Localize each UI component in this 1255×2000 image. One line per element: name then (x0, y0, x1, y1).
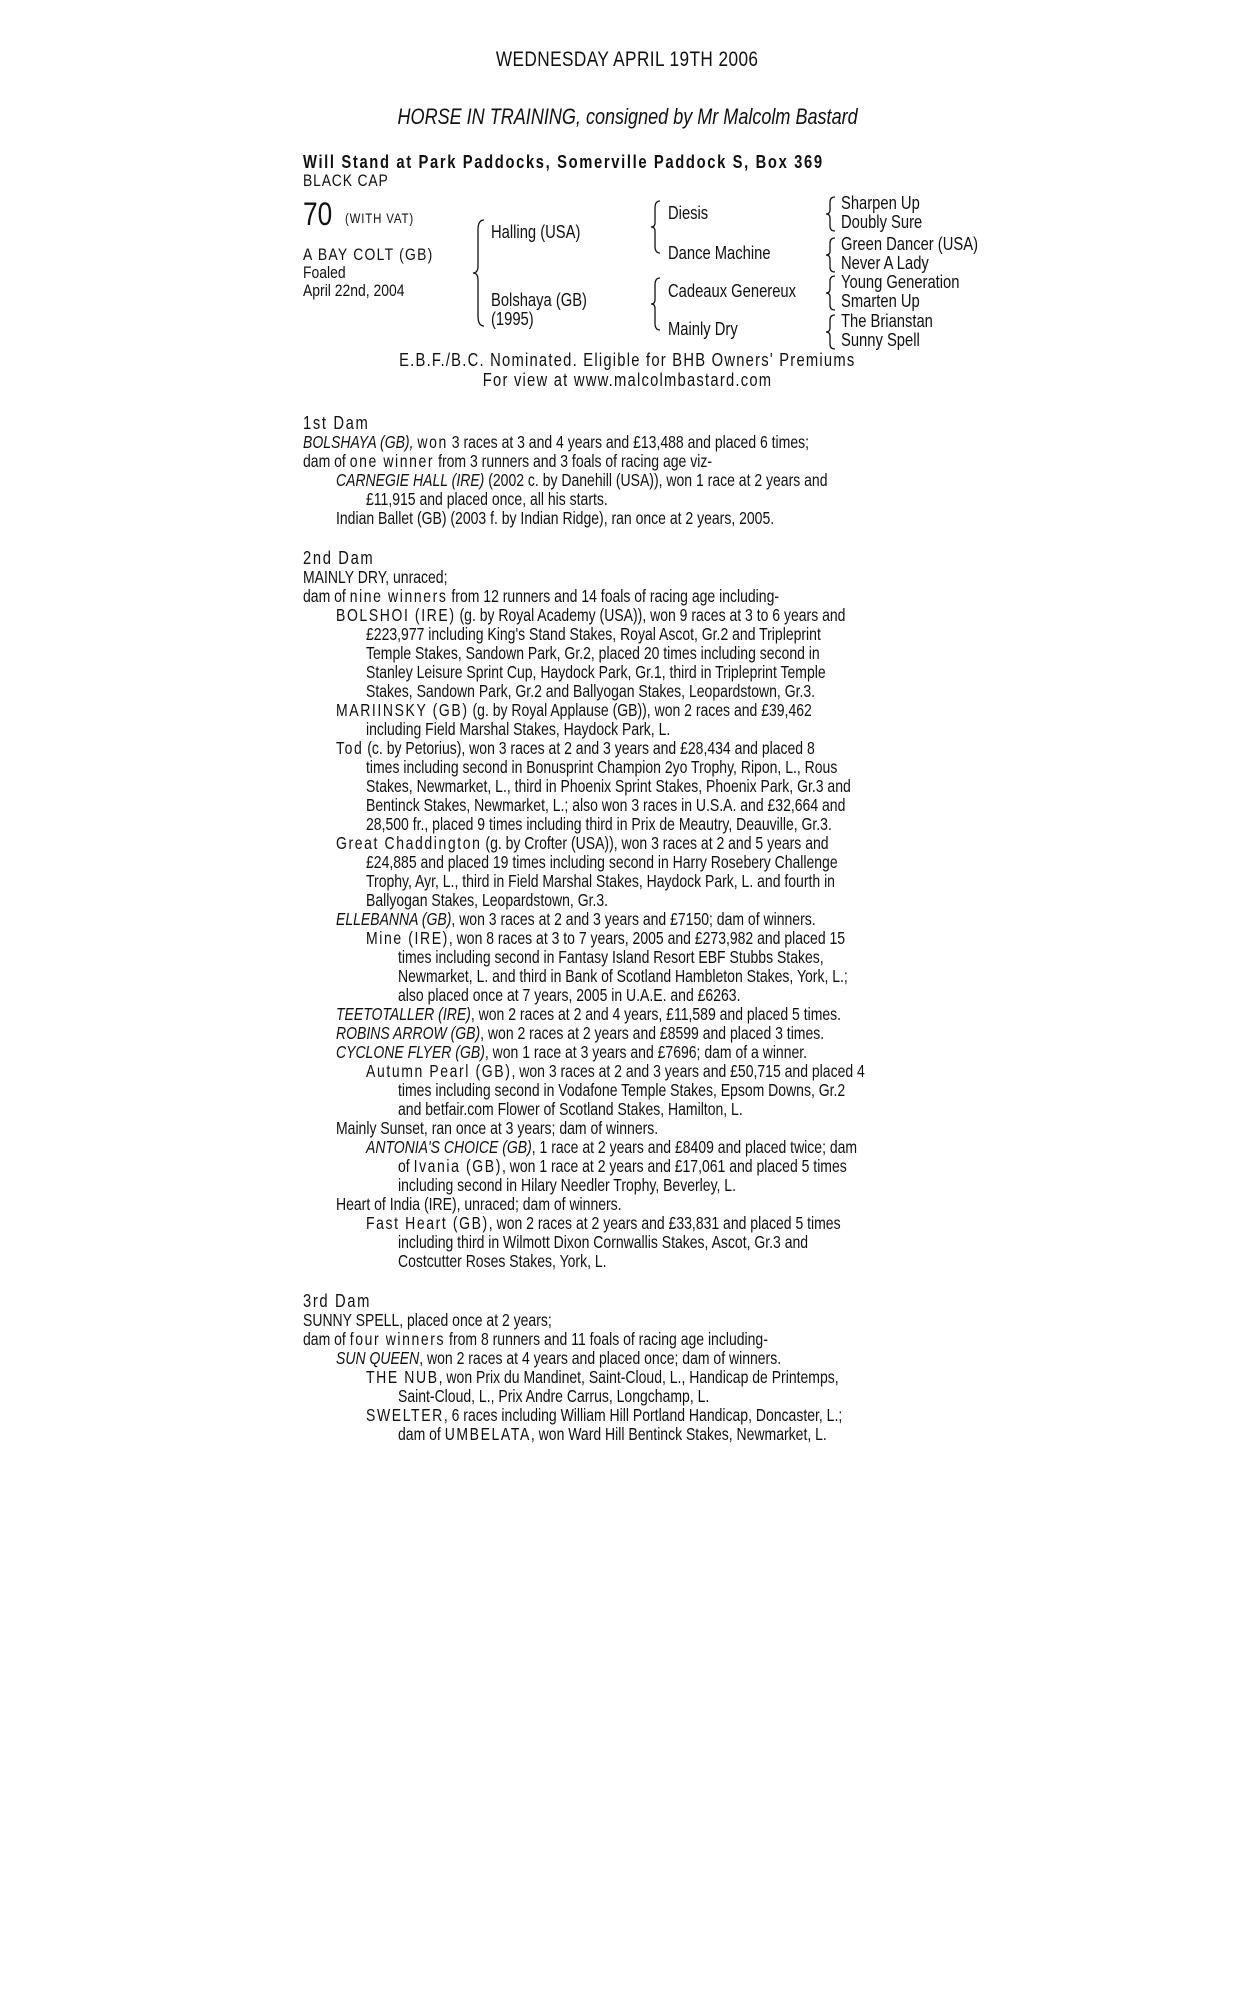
second-dam-line: MAINLY DRY, unraced; (303, 567, 448, 587)
second-dam-line: Mainly Sunset, ran once at 3 years; dam of winners. (336, 1118, 659, 1138)
pedigree-dsd: Smarten Up (841, 291, 920, 311)
second-dam-line: Autumn Pearl (GB), won 3 races at 2 and 3 years and £50,715 and placed 4 (366, 1061, 865, 1081)
foaled-label: Foaled (303, 263, 346, 282)
second-dam-heading: 2nd Dam (303, 548, 375, 568)
second-dam-line: Tod (c. by Petorius), won 3 races at 2 and 3 years and £28,434 and placed 8 (336, 738, 815, 758)
third-dam-heading: 3rd Dam (303, 1291, 372, 1311)
third-dam-line: dam of UMBELATA, won Ward Hill Bentinck Stakes, Newmarket, L. (398, 1424, 827, 1444)
second-dam-line: Fast Heart (GB), won 2 races at 2 years and £33,831 and placed 5 times (366, 1213, 841, 1233)
second-dam-line: Costcutter Roses Stakes, York, L. (398, 1251, 607, 1271)
second-dam-line: Stanley Leisure Sprint Cup, Haydock Park, Gr.1, third in Tripleprint Temple (366, 662, 826, 682)
first-dam-line: £11,915 and placed once, all his starts. (366, 489, 608, 509)
third-dam-line: Saint-Cloud, L., Prix Andre Carrus, Longchamp, L. (398, 1386, 710, 1406)
pedigree-sds: Green Dancer (USA) (841, 234, 978, 254)
second-dam-line: times including second in Fantasy Island Resort EBF Stubbs Stakes, (398, 947, 824, 967)
pedigree-brace-ds (825, 274, 837, 312)
second-dam-line: ELLEBANNA (GB), won 3 races at 2 and 3 years and £7150; dam of winners. (336, 909, 816, 929)
pedigree-dam-year: (1995) (491, 309, 534, 329)
first-dam-line: BOLSHAYA (GB), won 3 races at 3 and 4 years and £13,488 and placed 6 times; (303, 432, 810, 452)
third-dam-line: SUN QUEEN, won 2 races at 4 years and placed once; dam of winners. (336, 1348, 782, 1368)
pedigree-brace-sd (825, 236, 837, 274)
second-dam-line: times including second in Bonusprint Champion 2yo Trophy, Ripon, L., Rous (366, 757, 838, 777)
second-dam-line: Stakes, Sandown Park, Gr.2 and Ballyogan Stakes, Leopardstown, Gr.3. (366, 681, 816, 701)
second-dam-line: BOLSHOI (IRE) (g. by Royal Academy (USA)), won 9 races at 3 to 6 years and (336, 605, 846, 625)
pedigree-dds: The Brianstan (841, 311, 933, 331)
second-dam-line: 28,500 fr., placed 9 times including third in Prix de Meautry, Deauville, Gr.3. (366, 814, 832, 834)
sale-date: WEDNESDAY APRIL 19TH 2006 (496, 48, 759, 71)
horse-name: BLACK CAP (303, 171, 389, 190)
first-dam-heading: 1st Dam (303, 413, 370, 433)
pedigree-sire-sire: Diesis (668, 203, 709, 223)
pedigree-brace-main (472, 218, 486, 328)
second-dam-line: Ballyogan Stakes, Leopardstown, Gr.3. (366, 890, 609, 910)
second-dam-line: Great Chaddington (g. by Crofter (USA)), won 3 races at 2 and 5 years and (336, 833, 829, 853)
second-dam-line: Newmarket, L. and third in Bank of Scotland Hambleton Stakes, York, L.; (398, 966, 848, 986)
pedigree-dam-sire: Cadeaux Genereux (668, 281, 797, 301)
second-dam-line: Trophy, Ayr, L., third in Field Marshal Stakes, Haydock Park, L. and fourth in (366, 871, 835, 891)
second-dam-line: and betfair.com Flower of Scotland Stakes, Hamilton, L. (398, 1099, 743, 1119)
foaled-date: April 22nd, 2004 (303, 281, 405, 300)
pedigree-ddd: Sunny Spell (841, 330, 920, 350)
pedigree-brace-dd (825, 313, 837, 351)
second-dam-line: Temple Stakes, Sandown Park, Gr.2, placed 20 times including second in (366, 643, 820, 663)
nomination-info: E.B.F./B.C. Nominated. Eligible for BHB Owners' Premiums (399, 350, 856, 370)
pedigree-sss: Sharpen Up (841, 193, 920, 213)
second-dam-line: £223,977 including King's Stand Stakes, Royal Ascot, Gr.2 and Tripleprint (366, 624, 821, 644)
pedigree-sire: Halling (USA) (491, 222, 581, 242)
stand-location: Will Stand at Park Paddocks, Somerville Paddock S, Box 369 (303, 152, 824, 172)
third-dam-line: dam of four winners from 8 runners and 11 foals of racing age including- (303, 1329, 768, 1349)
produce-record (303, 413, 983, 1444)
pedigree-brace-ss (825, 195, 837, 233)
pedigree-sire-dam: Dance Machine (668, 243, 771, 263)
second-dam-line: dam of nine winners from 12 runners and 14 foals of racing age including- (303, 586, 780, 606)
third-dam-line: THE NUB, won Prix du Mandinet, Saint-Cloud, L., Handicap de Printemps, (366, 1367, 839, 1387)
pedigree-dss: Young Generation (841, 272, 960, 292)
second-dam-line: ROBINS ARROW (GB), won 2 races at 2 years and £8599 and placed 3 times. (336, 1023, 825, 1043)
lot-number: 70 (303, 196, 333, 232)
second-dam-line: including second in Hilary Needler Trophy, Beverley, L. (398, 1175, 736, 1195)
view-info: For view at www.malcolmbastard.com (482, 370, 773, 390)
horse-description: A BAY COLT (GB) (303, 245, 434, 264)
second-dam-line: MARIINSKY (GB) (g. by Royal Applause (GB)), won 2 races and £39,462 (336, 700, 812, 720)
second-dam-line: of Ivania (GB), won 1 race at 2 years and £17,061 and placed 5 times (398, 1156, 847, 1176)
second-dam-line: times including second in Vodafone Temple Stakes, Epsom Downs, Gr.2 (398, 1080, 846, 1100)
second-dam-line: TEETOTALLER (IRE), won 2 races at 2 and 4 years, £11,589 and placed 5 times. (336, 1004, 842, 1024)
pedigree-ssd: Doubly Sure (841, 212, 923, 232)
pedigree-sdd: Never A Lady (841, 253, 929, 273)
third-dam-line: SUNNY SPELL, placed once at 2 years; (303, 1310, 552, 1330)
first-dam-line: CARNEGIE HALL (IRE) (2002 c. by Danehill (USA)), won 1 race at 2 years and (336, 470, 828, 490)
first-dam-line: Indian Ballet (GB) (2003 f. by Indian Ridge), ran once at 2 years, 2005. (336, 508, 775, 528)
second-dam-line: Stakes, Newmarket, L., third in Phoenix Sprint Stakes, Phoenix Park, Gr.3 and (366, 776, 851, 796)
vat-note: (WITH VAT) (345, 210, 414, 226)
second-dam-line: ANTONIA'S CHOICE (GB), 1 race at 2 years and £8409 and placed twice; dam (366, 1137, 858, 1157)
second-dam-line: also placed once at 7 years, 2005 in U.A.E. and £6263. (398, 985, 741, 1005)
section-title: HORSE IN TRAINING, consigned by Mr Malcolm Bastard (397, 104, 858, 129)
second-dam-line: including third in Wilmott Dixon Cornwallis Stakes, Ascot, Gr.3 and (398, 1232, 809, 1252)
pedigree-brace-dam (650, 276, 662, 332)
second-dam-line: Mine (IRE), won 8 races at 3 to 7 years, 2005 and £273,982 and placed 15 (366, 928, 846, 948)
pedigree-brace-sire (650, 199, 662, 255)
third-dam-line: SWELTER, 6 races including William Hill Portland Handicap, Doncaster, L.; (366, 1405, 843, 1425)
pedigree-dam-dam: Mainly Dry (668, 319, 738, 339)
second-dam-line: Heart of India (IRE), unraced; dam of winners. (336, 1194, 622, 1214)
first-dam-line: dam of one winner from 3 runners and 3 foals of racing age viz- (303, 451, 713, 471)
second-dam-line: including Field Marshal Stakes, Haydock Park, L. (366, 719, 671, 739)
second-dam-line: Bentinck Stakes, Newmarket, L.; also won 3 races in U.S.A. and £32,664 and (366, 795, 846, 815)
second-dam-line: CYCLONE FLYER (GB), won 1 race at 3 years and £7696; dam of a winner. (336, 1042, 808, 1062)
pedigree-dam: Bolshaya (GB) (491, 290, 587, 310)
second-dam-line: £24,885 and placed 19 times including second in Harry Rosebery Challenge (366, 852, 838, 872)
